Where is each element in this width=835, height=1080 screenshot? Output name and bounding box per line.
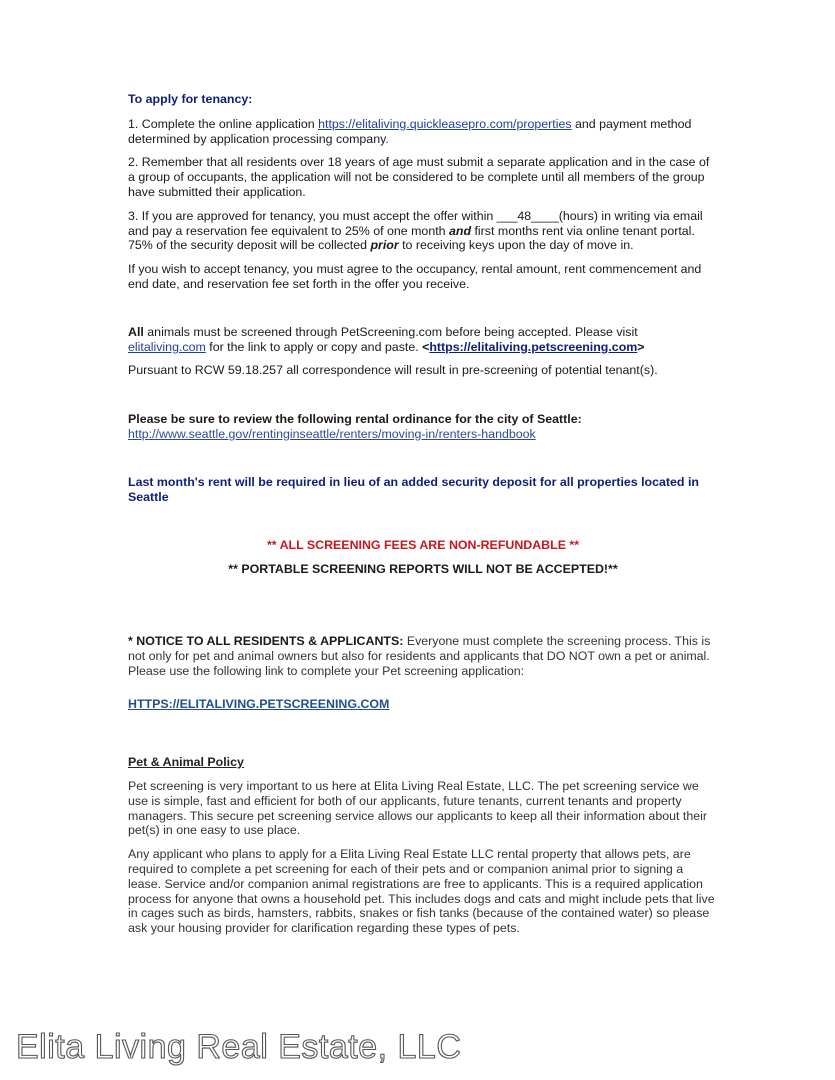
pet-policy-paragraph-2: Any applicant who plans to apply for a Elita Living Real Estate LLC rental property that allows pets, are required to complete a pet screening for each of their pets and or companion animal prior to signing a lease. Service and/or companion animal registrations are free to applicants. This is a required application process for anyone that owns a household pet. This includes dogs and cats and might include pets that live in cages such as birds, hamsters, rabbits, snakes or fish tanks (because of the contained water) so please ask your housing provider for clarification regarding these types of pets. bbox=[128, 847, 715, 936]
seattle-handbook-link[interactable]: http://www.seattle.gov/rentinginseattle/renters/moving-in/renters-handbook bbox=[128, 426, 536, 441]
pet-policy-paragraph-1: Pet screening is very important to us here at Elita Living Real Estate, LLC. The pet screening service we use is simple, fast and efficient for both of our applicants, future tenants, current tenants and property managers. This secure pet screening service allows our applicants to keep all their information about their pet(s) in one easy to use place. bbox=[128, 778, 707, 838]
document-page bbox=[128, 92, 718, 936]
application-link[interactable]: https://elitaliving.quickleasepro.com/properties bbox=[318, 116, 572, 131]
elitaliving-site-link[interactable]: elitaliving.com bbox=[128, 339, 206, 354]
apply-heading: To apply for tenancy: bbox=[128, 92, 253, 106]
apply-step-3: 3. If you are approved for tenancy, you must accept the offer within ___48____(hours) in writing via email and pay a reservation fee equivalent to 25% of one month and first months rent via online tenant portal. 75% of the security deposit will be collected prior to receiving keys upon the day of move in. bbox=[128, 208, 703, 253]
petscreening-link[interactable]: https://elitaliving.petscreening.com bbox=[429, 339, 638, 354]
apply-step-2: 2. Remember that all residents over 18 years of age must submit a separate application and in the case of a group of occupants, the application will not be considered to be complete until all members of the group have submitted their application. bbox=[128, 155, 710, 199]
company-watermark: Elita Living Real Estate, LLC bbox=[16, 1028, 462, 1066]
nonrefundable-notice: ** ALL SCREENING FEES ARE NON-REFUNDABLE ** bbox=[266, 538, 580, 553]
rcw-note: Pursuant to RCW 59.18.257 all correspondence will result in pre-screening of potential tenant(s). bbox=[128, 363, 658, 378]
portable-reports-notice: ** PORTABLE SCREENING REPORTS WILL NOT BE ACCEPTED!** bbox=[228, 562, 618, 577]
petscreening-caps-link[interactable]: HTTPS://ELITALIVING.PETSCREENING.COM bbox=[128, 697, 390, 712]
seattle-heading: Please be sure to review the following rental ordinance for the city of Seattle: bbox=[128, 412, 582, 427]
apply-step-1: 1. Complete the online application https://elitaliving.quickleasepro.com/properties and payment method determined by application processing company. bbox=[128, 116, 692, 146]
accept-tenancy-note: If you wish to accept tenancy, you must agree to the occupancy, rental amount, rent commencement and end date, and reservation fee set forth in the offer you receive. bbox=[128, 262, 702, 291]
animals-paragraph: All animals must be screened through PetScreening.com before being accepted. Please visit elitaliving.com for the link to apply or copy and paste. <https://elitaliving.petscreening.com> bbox=[128, 324, 645, 354]
notice-paragraph: * NOTICE TO ALL RESIDENTS & APPLICANTS: Everyone must complete the screening process. This is not only for pet and animal owners but also for residents and applicants that DO NOT own a pet or animal. Please use the following link to complete your Pet screening application: bbox=[128, 633, 711, 678]
last-month-rent-note: Last month's rent will be required in lieu of an added security deposit for all properties located in Seattle bbox=[128, 474, 699, 504]
pet-policy-heading: Pet & Animal Policy bbox=[128, 755, 244, 770]
